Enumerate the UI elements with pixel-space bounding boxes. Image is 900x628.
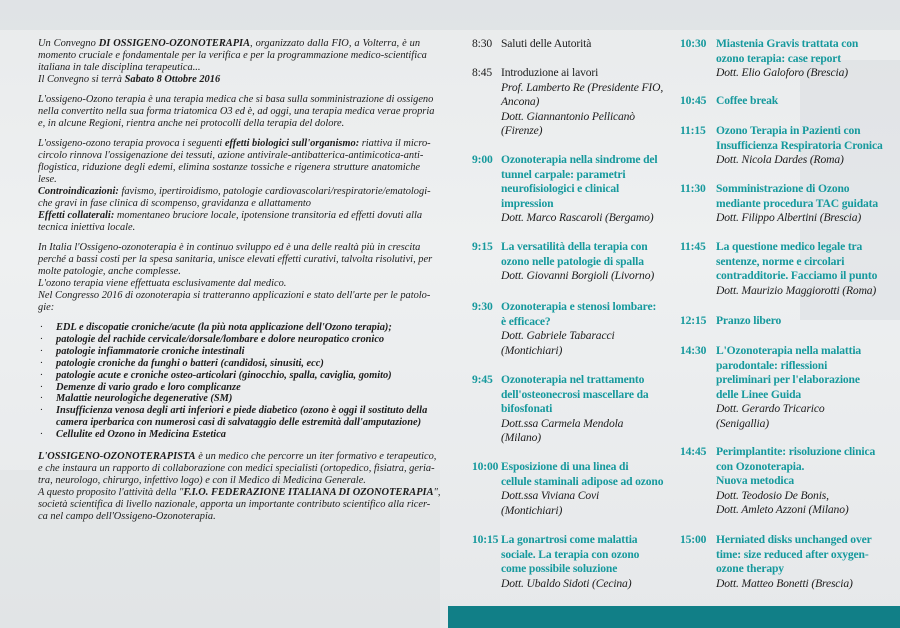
talk-title-line: sentenze, norme e circolari: [716, 254, 845, 268]
talk-title-line: Miastenia Gravis trattata con: [716, 37, 859, 50]
schedule-body: [716, 37, 858, 81]
text-line: [38, 38, 420, 50]
schedule-time: 10:30: [680, 37, 707, 50]
text-line: [38, 62, 420, 74]
talk-title-line: contradditorie. Facciamo il punto: [716, 269, 878, 282]
text-segment: riattiva il micro-: [359, 138, 431, 149]
talk-title-line: preliminari per l'elaborazione: [716, 373, 860, 386]
text-segment: molte patologie, anche complesse.: [38, 266, 181, 277]
emphasis-text: Sabato 8 Ottobre 2016: [124, 74, 221, 85]
talk-title-line: Nuova metodica: [716, 474, 795, 487]
talk-title-line: Introduzione ai lavori: [501, 66, 599, 79]
talk-title-line: parodontale: riflessioni: [716, 358, 828, 372]
pathology-text: patologie del rachide cervicale/dorsale/lombare e dolore neuropatico cronico: [56, 333, 385, 345]
speaker-line: (Senigallia): [716, 416, 769, 430]
text-segment: circolo rinnova l'ossigenazione dei tessuti, azione antivirale-antibatterica-antimicotica-anti-: [38, 150, 424, 161]
speaker-line: Dott. Ubaldo Sidoti (Cecina): [501, 576, 632, 590]
text-line: [38, 222, 420, 234]
emphasis-text: DI OSSIGENO-OZONOTERAPIA: [98, 38, 251, 49]
schedule-body: [716, 533, 872, 591]
speaker-line: (Montichiari): [501, 503, 563, 517]
speaker-line: Dott. Maurizio Maggiorotti (Roma): [716, 283, 877, 297]
schedule-body: [716, 182, 878, 226]
text-line: [38, 174, 420, 186]
speaker-line: Dott. Giannantonio Pellicanò: [501, 109, 635, 123]
text-segment: che gravi in fase clinica di scompenso, gravidanza e allattamento: [38, 198, 311, 209]
text-line: [38, 463, 435, 475]
talk-title-line: La questione medico legale tra: [716, 240, 863, 253]
schedule-body: [501, 533, 639, 591]
bullet-icon: ·: [40, 322, 43, 333]
speaker-line: Dott. Nicola Dardes (Roma): [716, 153, 844, 166]
text-line: [38, 290, 431, 302]
pathology-list-item: [38, 358, 420, 370]
schedule-time: 14:45: [680, 445, 707, 458]
schedule-time: 12:15: [680, 314, 707, 327]
text-segment: nella convertito nella sua forma triatomica O3 ed è, ad oggi, una terapia medica verae propria: [38, 106, 435, 117]
talk-title-line: cellule staminali adipose ad ozono: [501, 474, 664, 488]
text-segment: e che instaura un rapporto di collaborazione con medici specialisti (ortopedico, fisiatra, geria-: [38, 463, 435, 475]
text-line: [38, 242, 420, 254]
bullet-icon: ·: [40, 369, 43, 381]
pathology-list: [38, 322, 428, 441]
emphasis-text: Controindicazioni:: [38, 186, 119, 197]
text-segment: società scientifica di livello nazionale, apporta un importante contributo scientifico alla ricer-: [38, 499, 431, 511]
bullet-icon: ·: [40, 429, 43, 441]
bullet-icon: ·: [40, 405, 43, 417]
text-line: [38, 302, 420, 314]
text-segment: tra, neurologo, chirurgo, infettivo logo) e con il Medico di Medicina Generale.: [38, 475, 366, 487]
text-segment: Nel Congresso 2016 di ozonoterapia si tratteranno applicazioni e stato dell'arte per le patolo-: [38, 290, 431, 301]
talk-title-line: è efficace?: [501, 314, 551, 328]
text-segment: L'ozono terapia viene effettuata esclusivamente dal medico.: [38, 278, 287, 289]
schedule-body: [501, 240, 654, 284]
speaker-line: Ancona): [501, 95, 540, 108]
intro-paragraph: [38, 94, 435, 130]
speaker-line: Dott. Gabriele Tabaracci: [501, 329, 615, 342]
talk-title-line: delle Linee Guida: [716, 387, 802, 401]
bullet-icon: ·: [40, 393, 43, 405]
schedule-time: 8:30: [472, 37, 493, 50]
talk-title-line: Coffee break: [716, 94, 779, 107]
speaker-line: Dott. Elio Galoforo (Brescia): [716, 66, 848, 79]
speaker-line: Dott. Filippo Albertini (Brescia): [716, 211, 862, 224]
pathology-list-item: [38, 429, 420, 441]
pathology-text: Cellulite ed Ozono in Medicina Estetica: [56, 429, 227, 441]
schedule-body: [501, 460, 663, 518]
text-segment: In Italia l'Ossigeno-ozonoterapia è in continuo sviluppo ed è una delle realtà più in crescita: [38, 242, 421, 253]
schedule-time: 11:15: [680, 124, 706, 137]
pathology-list-item: [38, 334, 420, 346]
schedule-body: [501, 37, 591, 52]
text-line: [38, 278, 420, 290]
talk-title-line: Ozonoterapia nel trattamento: [501, 373, 645, 386]
schedule-time: 15:00: [680, 533, 707, 546]
footer-band: [448, 606, 900, 628]
speaker-line: Dott. Teodosio De Bonis,: [716, 488, 829, 502]
text-segment: italiana in tale disciplina terapeutica...: [38, 62, 201, 73]
schedule-body: [716, 445, 875, 518]
text-line: [38, 254, 433, 266]
talk-title-line: Insufficienza Respiratoria Cronica: [716, 138, 883, 152]
text-segment: Il Convegno si terrà: [38, 74, 125, 85]
pathology-list-item: [38, 382, 420, 394]
text-segment: è un medico che percorre un iter formativo e terapeutico,: [195, 451, 437, 463]
text-segment: , organizzato dalla FIO, a Volterra, è un: [250, 38, 421, 49]
talk-title-line: Ozonoterapia nella sindrome del: [501, 153, 658, 166]
speaker-line: (Montichiari): [501, 343, 563, 357]
text-segment: L'ossigeno-ozono terapia provoca i seguenti: [38, 138, 225, 149]
text-segment: L'ossigeno-Ozono terapia è una terapia medica che si basa sulla somministrazione di ossigeno: [38, 94, 434, 105]
talk-title-line: Saluti delle Autorità: [501, 37, 592, 50]
schedule-body: [501, 373, 649, 446]
talk-title-line: L'Ozonoterapia nella malattia: [716, 344, 862, 357]
talk-title-line: Somministrazione di Ozono: [716, 182, 850, 195]
pathology-list-item: [38, 393, 420, 405]
pathology-list-item: [38, 370, 420, 382]
pathology-text: Insufficienza venosa degli arti inferiori e piede diabetico (ozono è oggi il sostituto della camera iperbarica con numerosi casi di salvataggio delle estremità dall'amputazione): [56, 405, 428, 429]
schedule-time: 9:45: [472, 373, 493, 386]
intro-paragraph: [38, 138, 431, 234]
schedule-time: 9:00: [472, 153, 493, 166]
bullet-icon: ·: [40, 333, 43, 345]
speaker-line: Dott. Giovanni Borgioli (Livorno): [501, 269, 655, 282]
text-line: [38, 74, 420, 86]
emphasis-text: F.I.O. FEDERAZIONE ITALIANA DI OZONOTERAPIA: [183, 487, 434, 499]
schedule-body: [716, 124, 883, 168]
text-segment: ",: [433, 487, 441, 499]
text-segment: momento cruciale e fondamentale per la verifica e per la programmazione medico-scientifica: [38, 50, 427, 61]
background-building: [0, 0, 900, 30]
talk-title-line: Perimplantite: risoluzione clinica: [716, 445, 876, 458]
pathology-text: patologie acute e croniche osteo-articolari (ginocchio, spalla, caviglia, gomito): [56, 369, 392, 381]
speaker-line: Prof. Lamberto Re (Presidente FIO,: [501, 80, 664, 94]
text-line: [38, 118, 420, 130]
text-line: [38, 162, 420, 174]
talk-title-line: Esposizione di una linea di: [501, 460, 629, 473]
schedule-time: 10:15: [472, 533, 499, 546]
pathology-text: Demenze di vario grado e loro complicanze: [56, 381, 241, 393]
talk-title-line: Herniated disks unchanged over: [716, 533, 872, 546]
text-segment: gie:: [38, 302, 55, 313]
text-line: [38, 150, 424, 162]
schedule-body: [501, 66, 663, 139]
pathology-text: EDL e discopatie croniche/acute (la più nota applicazione dell'Ozono terapia);: [56, 322, 392, 333]
talk-title-line: Ozonoterapia e stenosi lombare:: [501, 300, 657, 313]
schedule-body: [716, 344, 861, 431]
schedule-time: 14:30: [680, 344, 707, 357]
speaker-line: Dott. Gerardo Tricarico: [716, 402, 825, 415]
talk-title-line: time: size reduced after oxygen-: [716, 547, 869, 561]
pathology-text: patologie infiammatorie croniche intestinali: [56, 345, 245, 357]
talk-title-line: impression: [501, 196, 554, 210]
text-line: [38, 475, 420, 487]
text-line: [38, 94, 434, 106]
talk-title-line: Ozono Terapia in Pazienti con: [716, 124, 861, 137]
talk-title-line: bifosfonati: [501, 402, 553, 415]
emphasis-text: L'OSSIGENO-OZONOTERAPISTA: [38, 451, 196, 463]
schedule-time: 10:45: [680, 94, 707, 107]
speaker-line: (Firenze): [501, 124, 543, 137]
text-line: [38, 499, 431, 511]
pathology-list-item: [38, 346, 420, 358]
intro-text-column: [38, 38, 441, 531]
speaker-line: Dott.ssa Viviana Covi: [501, 489, 600, 502]
intro-paragraph: [38, 242, 433, 314]
emphasis-text: effetti biologici sull'organismo:: [224, 138, 360, 149]
talk-title-line: come possibile soluzione: [501, 562, 618, 575]
schedule-time: 8:45: [472, 66, 493, 79]
schedule-body: [501, 300, 656, 358]
schedule-time: 10:00: [472, 460, 499, 473]
talk-title-line: ozono nelle patologie di spalla: [501, 254, 644, 268]
schedule-time: 9:30: [472, 300, 493, 313]
talk-title-line: La versatilità della terapia con: [501, 240, 648, 253]
talk-title-line: con Ozonoterapia.: [716, 459, 805, 473]
text-segment: ca nel campo dell'Ossigeno-Ozonoterapia.: [38, 511, 216, 523]
talk-title-line: ozone therapy: [716, 562, 784, 575]
pathology-list-item: [38, 405, 428, 429]
talk-title-line: sociale. La terapia con ozono: [501, 547, 640, 561]
text-line: [38, 487, 441, 499]
text-line: [38, 451, 437, 463]
text-line: [38, 106, 435, 118]
text-line: [38, 266, 420, 278]
schedule-body: [716, 240, 877, 298]
speaker-line: Dott. Amleto Azzoni (Milano): [716, 503, 849, 516]
text-line: [38, 511, 420, 523]
pathology-text: Malattie neurologiche degenerative (SM): [56, 393, 233, 405]
pathology-text: patologie croniche da funghi o batteri (candidosi, sinusiti, ecc): [56, 357, 324, 369]
talk-title-line: mediante procedura TAC guidata: [716, 196, 879, 210]
text-line: [38, 50, 427, 62]
talk-title-line: neurofisiologici e clinical: [501, 182, 620, 195]
talk-title-line: ozono terapia: case report: [716, 51, 841, 65]
text-line: [38, 210, 423, 222]
intro-paragraph: [38, 38, 427, 86]
text-segment: lese.: [38, 174, 57, 185]
speaker-line: Dott. Marco Rascaroli (Bergamo): [501, 211, 654, 224]
speaker-line: (Milano): [501, 431, 542, 444]
speaker-line: Dott.ssa Carmela Mendola: [501, 416, 624, 430]
talk-title-line: dell'osteonecrosi mascellare da: [501, 387, 649, 401]
text-segment: perché a bassi costi per la spesa sanitaria, unisce elevati effetti curativi, talvolta risolutivi, per: [38, 254, 433, 265]
text-line: [38, 138, 431, 150]
text-segment: tecnica iniettiva locale.: [38, 222, 136, 233]
bullet-icon: ·: [40, 381, 43, 393]
schedule-time: 9:15: [472, 240, 493, 253]
talk-title-line: La gonartrosi come malattia: [501, 533, 638, 546]
text-segment: A questo proposito l'attività della ": [38, 487, 184, 499]
pathology-list-item: [38, 322, 420, 334]
schedule-body: [716, 94, 778, 109]
talk-title-line: Pranzo libero: [716, 314, 782, 327]
bullet-icon: ·: [40, 345, 43, 357]
text-segment: flogistica, riduzione degli edemi, elimina sostanze tossiche e rigenera strutture anatomiche: [38, 162, 420, 173]
text-segment: e, in alcune Regioni, rientra anche nei protocolli della terapia del dolore.: [38, 118, 345, 129]
schedule-body: [716, 314, 781, 329]
schedule-body: [501, 153, 657, 226]
text-segment: momentaneo bruciore locale, ipotensione transitoria ed effetti dovuti alla: [114, 210, 423, 221]
talk-title-line: tunnel carpale: parametri: [501, 167, 626, 181]
speaker-line: Dott. Matteo Bonetti (Brescia): [716, 576, 853, 590]
schedule-time: 11:45: [680, 240, 706, 253]
schedule-time: 11:30: [680, 182, 706, 195]
text-segment: favismo, ipertiroidismo, patologie cardiovascolari/respiratorie/ematologi-: [118, 186, 431, 197]
emphasis-text: Effetti collaterali:: [38, 210, 115, 221]
text-line: [38, 186, 431, 198]
text-line: [38, 198, 420, 210]
closing-paragraph: [38, 451, 441, 523]
bullet-icon: ·: [40, 357, 43, 369]
text-segment: Un Convegno: [38, 38, 99, 49]
